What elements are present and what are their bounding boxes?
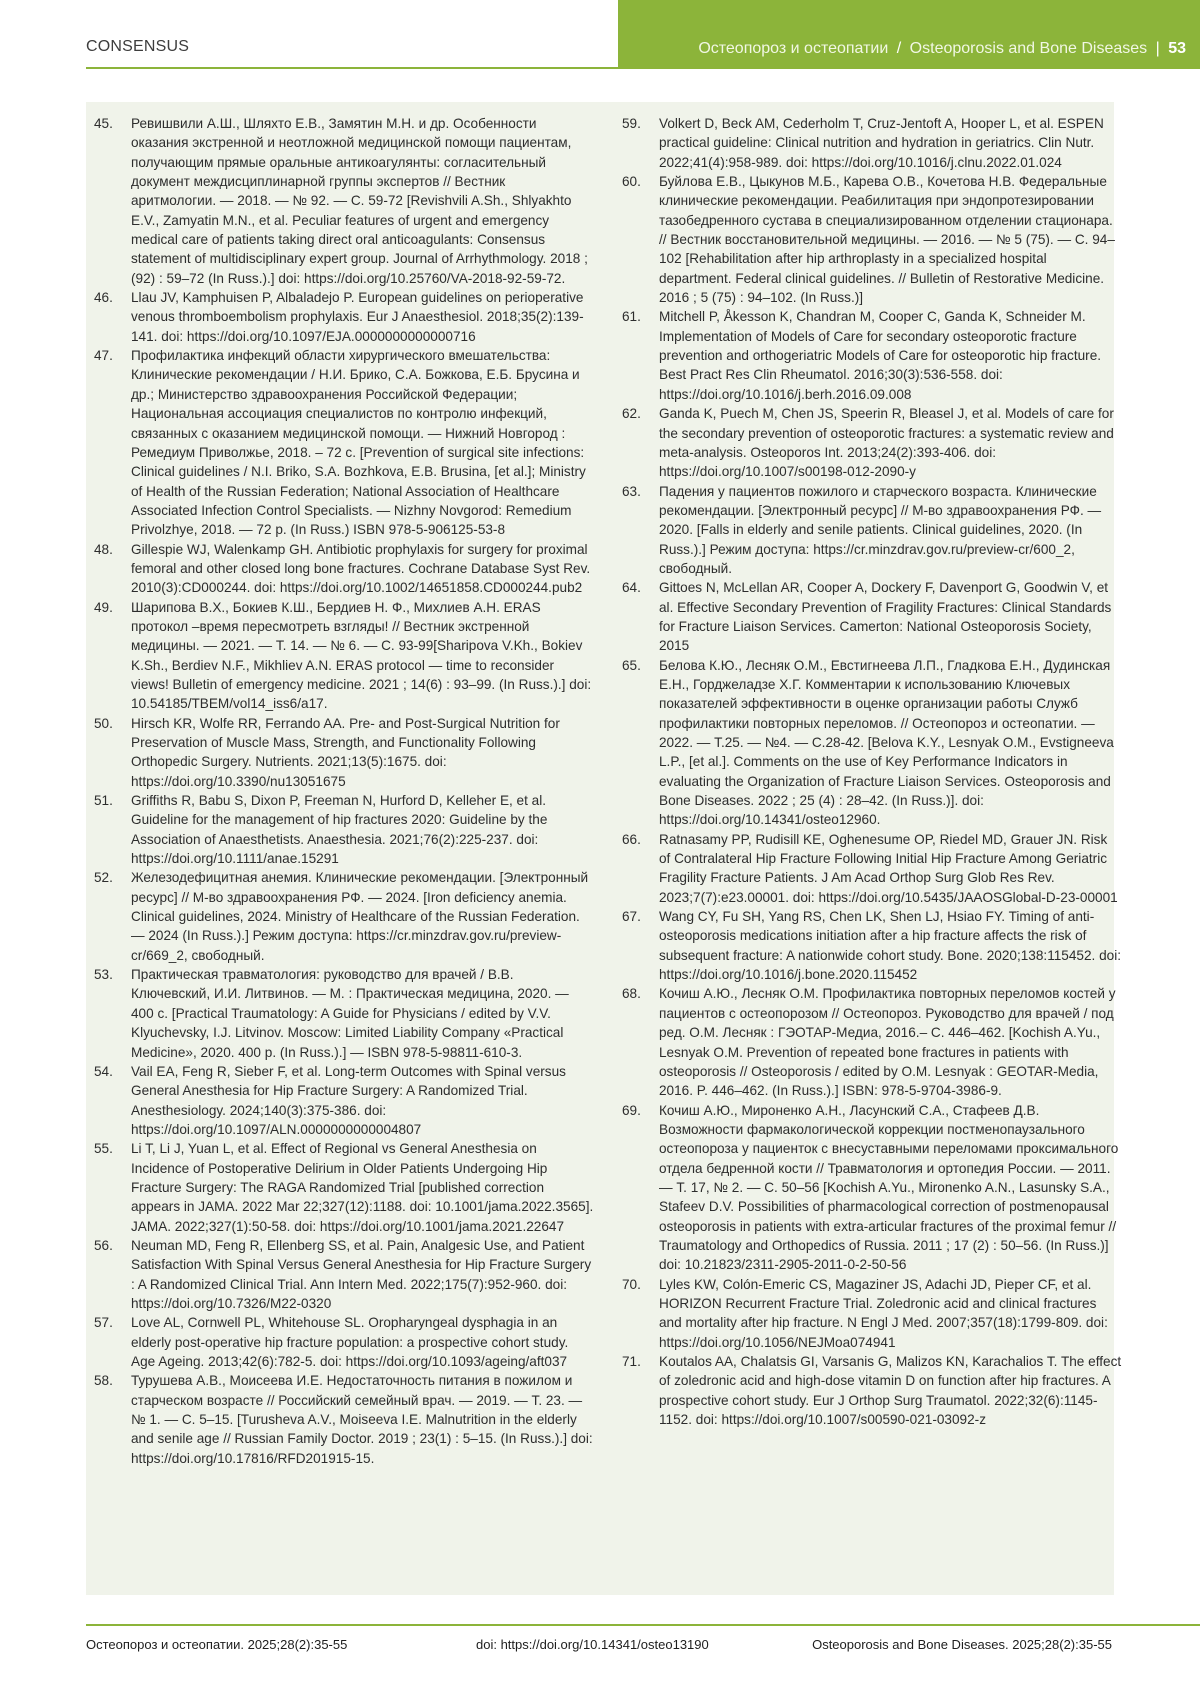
reference-number: 50. [94,715,113,731]
reference-number: 49. [94,599,113,615]
reference-text: Ratnasamy PP, Rudisill KE, Oghenesume OP, Riedel MD, Grauer JN. Risk of Contralateral Hip Fracture Following Initial Hip Fracture Among Geriatric Fragility Fracture Patients. J Am Acad Orthop Surg Glob Res Rev. 2023;7(7):e23.00001. doi: https://doi.org/10.5435/JAAOSGlobal-D-23-00001 [659,831,1118,905]
reference-item [94,1062,594,1139]
reference-number: 59. [622,116,641,131]
reference-item [622,172,1122,307]
reference-text: Буйлова Е.В., Цыкунов М.Б., Карева О.В., Кочетова Н.В. Федеральные клинические рекомендации. Реабилитация при эндопротезировании тазобедренного сустава в специализированном отделении стационара. // Вестник восстановительной медицины. — 2016. — № 5 (75). — С. 94–102 [Rehabilitation after hip arthroplasty in a specialized hospital department. Federal clinical guidelines. // Bulletin of Restorative Medicine. 2016 ; 5 (75) : 94–102. (In Russ.)] [659,174,1115,306]
reference-item [94,714,594,791]
reference-number: 56. [94,1237,113,1253]
reference-text: Падения у пациентов пожилого и старческого возраста. Клинические рекомендации. [Электронный ресурс] // М-во здравоохранения РФ. — 2020. [Falls in elderly and senile patients. Clinical guidelines, 2020. (In Russ.).] Режим доступа: https://cr.minzdrav.gov.ru/preview-cr/600_2, свободный. [659,483,1102,576]
reference-text: Mitchell P, Åkesson K, Chandran M, Cooper C, Ganda K, Schneider M. Implementation of Models of Care for secondary osteoporotic fracture prevention and orthogeriatric Models of Care for osteoporotic hip fracture. Best Pract Res Clin Rheumatol. 2016;30(3):536-558. doi: https://doi.org/10.1016/j.berh.2016.09.008 [659,309,1102,402]
reference-item [94,965,594,1062]
footer-citation-en: Osteoporosis and Bone Diseases. 2025;28(2):35-55 [812,1637,1112,1652]
reference-text: Железодефицитная анемия. Клинические рекомендации. [Электронный ресурс] // М-во здравоохранения РФ. — 2024. [Iron deficiency anemia. Clinical guidelines, 2024. Ministry of Healthcare of the Russian Federation. — 2024 (In Russ.).] Режим доступа: https://cr.minzdrav.gov.ru/preview-cr/669_2, свободный. [131,870,589,963]
reference-item [622,830,1122,907]
reference-number: 48. [94,541,113,557]
reference-text: Практическая травматология: руководство для врачей / В.В. Ключевский, И.И. Литвинов. — М. : Практическая медицина, 2020. — 400 с. [Practical Traumatology: A Guide for Physicians / edited by V.V. Klyuchevsky, I.J. Litvinov. Moscow: Limited Liability Company «Practical Medicine», 2020. 400 p. (In Russ.).] — ISBN 978-5-98811-610-3. [131,967,569,1060]
reference-number: 46. [94,290,113,306]
reference-item [622,1352,1122,1429]
reference-text: Llau JV, Kamphuisen P, Albaladejo P. European guidelines on perioperative venous thromboembolism prophylaxis. Eur J Anaesthesiol. 2018;35(2):139-141. doi: https://doi.org/10.1097/EJA.0000000000000716 [131,290,584,344]
running-header [698,40,1186,58]
reference-text: Ревишвили А.Ш., Шляхто Е.В., Замятин М.Н. и др. Особенности оказания экстренной и неотложной медицинской помощи пациентам, получающим прямые оральные антикоагулянты: согласительный документ междисциплинарной группы экспертов // Вестник аритмологии. — 2018. — № 92. — С. 59-72 [Revishvili A.Sh., Shlyakhto E.V., Zamyatin M.N., et al. Peculiar features of urgent and emergency medical care of patients taking direct oral anticoagulants: Consensus statement of multidisciplinary expert group. Journal of Arrhythmology. 2018 ; (92) : 59–72 (In Russ.).] doi: https://doi.org/10.25760/VA-2018-92-59-72. [131,116,588,286]
reference-number: 62. [622,406,641,422]
reference-text: Griffiths R, Babu S, Dixon P, Freeman N, Hurford D, Kelleher E, et al. Guideline for the management of hip fractures 2020: Guideline by the Association of Anaesthetists. Anaesthesia. 2021;76(2):225-237. doi: https://doi.org/10.1111/anae.15291 [131,793,548,867]
reference-item [94,288,594,346]
reference-item [94,114,594,288]
reference-text: Love AL, Cornwell PL, Whitehouse SL. Oropharyngeal dysphagia in an elderly post-operative hip fracture population: a prospective cohort study. Age Ageing. 2013;42(6):782-5. doi: https://doi.org/10.1093/ageing/aft037 [131,1315,569,1369]
reference-number: 71. [622,1354,641,1369]
reference-text: Volkert D, Beck AM, Cederholm T, Cruz-Jentoft A, Hooper L, et al. ESPEN practical guideline: Clinical nutrition and hydration in geriatrics. Clin Nutr. 2022;41(4):958-989. doi: https://doi.org/10.1016/j.clnu.2022.01.024 [659,116,1104,170]
reference-number: 68. [622,986,641,1002]
reference-text: Кочиш А.Ю., Мироненко А.Н., Ласунский С.А., Стафеев Д.В. Возможности фармакологической коррекции постменопаузального остеопороза у пациенток с внесуставными переломами проксимального отдела бедренной кости // Травматология и ортопедия России. — 2011. — Т. 17, № 2. — С. 50–56 [Kochish A.Yu., Mironenko A.N., Lasunsky S.A., Stafeev D.V. Possibilities of pharmacological correction of postmenopausal osteoporosis in patients with extra-articular fractures of the proximal femur // Traumatology and Orthopedics of Russia. 2011 ; 17 (2) : 50–56. (In Russ.)] doi: 10.21823/2311-2905-2011-0-2-50-56 [659,1102,1119,1273]
reference-number: 47. [94,348,113,364]
section-title-en: Osteoporosis and Bone Diseases [909,40,1148,57]
reference-text: Профилактика инфекций области хирургического вмешательства: Клинические рекомендации / Н.И. Брико, С.А. Божкова, Е.Б. Брусина и др.; Министерство здравоохранения Российской Федерации; Национальная ассоциация специалистов по контролю инфекций, связанных с оказанием медицинской помощи. — Нижний Новгород : Ремедиум Приволжье, 2018. – 72 с. [Prevention of surgical site infections: Clinical guidelines / N.I. Briko, S.A. Bozhkova, E.B. Brusina, [et al.]; Ministry of Health of the Russian Federation; National Association of Healthcare Associated Infection Control Specialists. — Nizhny Novgorod: Remedium Privolzhye, 2018. — 72 p. (In Russ.) ISBN 978-5-906125-53-8 [131,348,586,538]
reference-number: 58. [94,1373,113,1389]
reference-text: Hirsch KR, Wolfe RR, Ferrando AA. Pre- and Post-Surgical Nutrition for Preservation of Muscle Mass, Strength, and Functionality Following Orthopedic Surgery. Nutrients. 2021;13(5):1675. doi: https://doi.org/10.3390/nu13051675 [131,715,560,789]
reference-item [622,984,1122,1100]
reference-item [622,656,1122,830]
journal-label: CONSENSUS [86,38,190,55]
header-separator: / [896,40,902,57]
reference-item [94,791,594,868]
reference-number: 66. [622,831,641,847]
footer-citation-ru: Остеопороз и остеопатии. 2025;28(2):35-55 [86,1637,348,1652]
reference-text: Neuman MD, Feng R, Ellenberg SS, et al. Pain, Analgesic Use, and Patient Satisfaction With Spinal Versus General Anesthesia for Hip Fracture Surgery : A Randomized Clinical Trial. Ann Intern Med. 2022;175(7):952-960. doi: https://doi.org/10.7326/M22-0320 [131,1237,592,1311]
header-rule [86,67,1200,69]
reference-text: Wang CY, Fu SH, Yang RS, Chen LK, Shen LJ, Hsiao FY. Timing of anti-osteoporosis medications initiation after a hip fracture affects the risk of subsequent fracture: A nationwide cohort study. Bone. 2020;138:115452. doi: https://doi.org/10.1016/j.bone.2020.115452 [659,909,1122,983]
reference-item [94,598,594,714]
reference-text: Белова К.Ю., Лесняк О.М., Евстигнеева Л.П., Гладкова Е.Н., Дудинская Е.Н., Горджеладзе Х.Г. Комментарии к использованию Ключевых показателей эффективности в оценке организации работы Служб профилактики повторных переломов. // Остеопороз и остеопатии. —2022. — Т.25. — №4. — С.28-42. [Belova K.Y., Lesnyak O.M., Evstigneeva L.P., [et al.]. Comments on the use of Key Performance Indicators in evaluating the Organization of Fracture Liaison Services. Osteoporosis and Bone Diseases. 2022 ; 25 (4) : 28–42. (In Russ.)]. doi: https://doi.org/10.14341/osteo12960. [659,657,1114,828]
reference-item [622,114,1122,172]
reference-text: Шарипова В.Х., Бокиев К.Ш., Бердиев Н. Ф., Михлиев А.Н. ERAS протокол –время пересмотреть взгляды! // Вестник экстренной медицины. — 2021. — Т. 14. — № 6. — С. 93-99[Sharipova V.Kh., Bokiev K.Sh., Berdiev N.F., Mikhliev A.N. ERAS protocol — time to reconsider views! Bulletin of emergency medicine. 2021 ; 14(6) : 93–99. (In Russ.).] doi: 10.54185/TBEM/vol14_iss6/a17. [131,599,592,712]
reference-number: 54. [94,1063,113,1079]
reference-number: 64. [622,580,641,596]
reference-item [94,540,594,598]
reference-item [94,868,594,965]
reference-number: 53. [94,967,113,983]
reference-item [94,1236,594,1313]
page-number-separator: | [1155,40,1160,57]
reference-number: 65. [622,657,641,673]
reference-item [622,907,1122,984]
references-column-left [94,114,594,1468]
reference-item [94,1313,594,1371]
reference-text: Lyles KW, Colón-Emeric CS, Magaziner JS, Adachi JD, Pieper CF, et al. HORIZON Recurrent Fracture Trial. Zoledronic acid and clinical fractures and mortality after hip fracture. N Engl J Med. 2007;357(18):1799-809. doi: https://doi.org/10.1056/NEJMoa074941 [659,1276,1108,1350]
reference-number: 57. [94,1315,113,1331]
reference-number: 52. [94,870,113,886]
footer-rule [86,1624,1200,1626]
reference-item [94,1371,594,1468]
section-title-ru: Остеопороз и остеопатии [698,40,889,57]
reference-number: 55. [94,1141,113,1157]
reference-number: 61. [622,309,641,325]
reference-item [622,307,1122,404]
reference-number: 63. [622,483,641,499]
reference-item [622,404,1122,481]
reference-text: Турушева А.В., Моисеева И.Е. Недостаточность питания в пожилом и старческом возрасте // Российский семейный врач. — 2019. — Т. 23. — № 1. — С. 5–15. [Turusheva A.V., Moiseeva I.E. Malnutrition in the elderly and senile age // Russian Family Doctor. 2019 ; 23(1) : 5–15. (In Russ.).] doi: https://doi.org/10.17816/RFD201915-15. [131,1373,593,1466]
reference-number: 67. [622,909,641,925]
reference-text: Koutalos AA, Chalatsis GI, Varsanis G, Malizos KN, Karachalios T. The effect of zoledronic acid and high-dose vitamin D on function after hip fractures. A prospective cohort study. Eur J Orthop Surg Traumatol. 2022;32(6):1145-1152. doi: https://doi.org/10.1007/s00590-021-03092-z [659,1354,1122,1428]
reference-item [622,482,1122,579]
reference-text: Li T, Li J, Yuan L, et al. Effect of Regional vs General Anesthesia on Incidence of Postoperative Delirium in Older Patients Undergoing Hip Fracture Surgery: The RAGA Randomized Trial [published correction appears in JAMA. 2022 Mar 22;327(12):1188. doi: 10.1001/jama.2022.3565]. JAMA. 2022;327(1):50-58. doi: https://doi.org/10.1001/jama.2021.22647 [131,1141,594,1234]
footer-doi: doi: https://doi.org/10.14341/osteo13190 [476,1637,709,1652]
reference-text: Vail EA, Feng R, Sieber F, et al. Long-term Outcomes with Spinal versus General Anesthesia for Hip Fracture Surgery: A Randomized Trial. Anesthesiology. 2024;140(3):375-386. doi: https://doi.org/10.1097/ALN.0000000000004807 [131,1063,566,1137]
reference-text: Gillespie WJ, Walenkamp GH. Antibiotic prophylaxis for surgery for proximal femoral and other closed long bone fractures. Cochrane Database Syst Rev. 2010(3):CD000244. doi: https://doi.org/10.1002/14651858.CD000244.pub2 [131,541,591,596]
reference-item [622,1101,1122,1275]
reference-number: 51. [94,793,113,809]
reference-item [622,578,1122,655]
reference-text: Кочиш А.Ю., Лесняк О.М. Профилактика повторных переломов костей у пациентов с остеопорозом // Остеопороз. Руководство для врачей / под ред. О.М. Лесняк : ГЭОТАР-Медиа, 2016.– С. 446–462. [Kochish A.Yu., Lesnyak O.M. Prevention of repeated bone fractures in patients with osteoporosis // Osteoporosis / edited by O.M. Lesnyak : GEOTAR-Media, 2016. P. 446–462. (In Russ.).] ISBN: 978-5-9704-3986-9. [659,986,1116,1099]
reference-number: 45. [94,116,113,131]
reference-text: Gittoes N, McLellan AR, Cooper A, Dockery F, Davenport G, Goodwin V, et al. Effective Secondary Prevention of Fragility Fractures: Clinical Standards for Fracture Liaison Services. Camerton: National Osteoporosis Society, 2015 [659,580,1112,654]
reference-item [94,1139,594,1236]
reference-number: 60. [622,174,641,190]
page-number: 53 [1168,40,1186,57]
reference-text: Ganda K, Puech M, Chen JS, Speerin R, Bleasel J, et al. Models of care for the secondary prevention of osteoporotic fractures: a systematic review and meta-analysis. Osteoporos Int. 2013;24(2):393-406. doi: https://doi.org/10.1007/s00198-012-2090-y [659,406,1114,480]
references-panel [86,102,1122,1595]
reference-number: 69. [622,1102,641,1118]
reference-item [622,1275,1122,1352]
reference-item [94,346,594,539]
references-column-right [622,114,1122,1429]
reference-number: 70. [622,1276,641,1292]
